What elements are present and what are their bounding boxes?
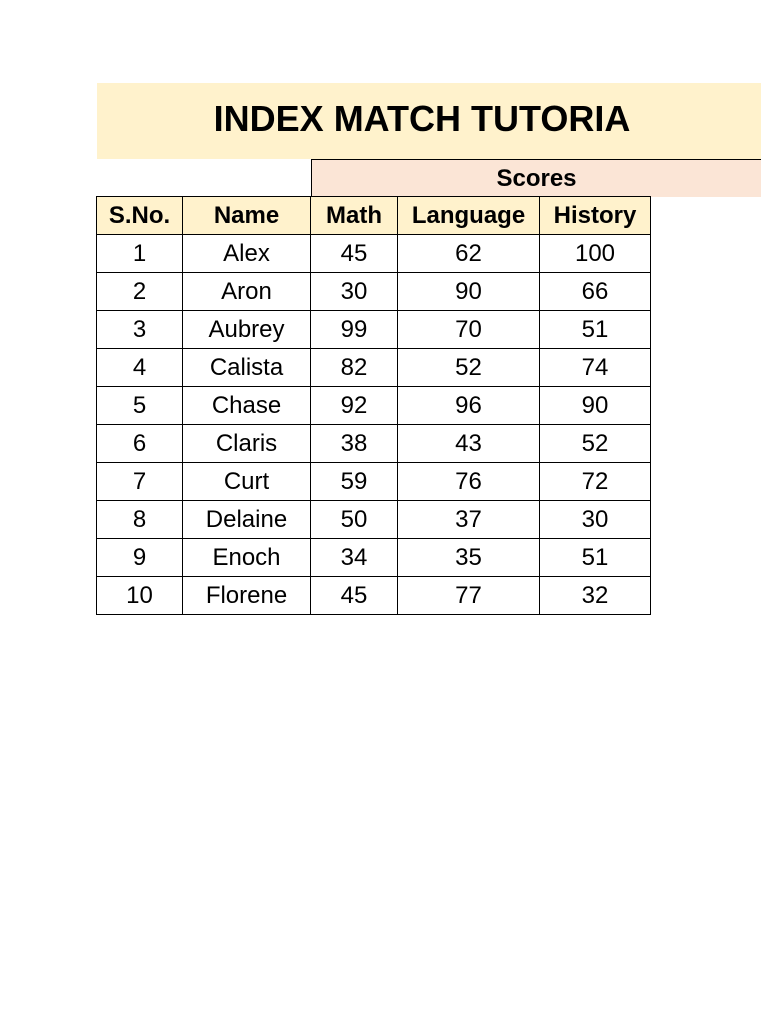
cell-sno: 3 <box>97 311 183 349</box>
cell-math: 99 <box>311 311 398 349</box>
cell-history: 51 <box>540 539 651 577</box>
cell-name: Enoch <box>183 539 311 577</box>
cell-math: 30 <box>311 273 398 311</box>
table-row <box>97 425 651 463</box>
cell-math: 45 <box>311 235 398 273</box>
cell-language: 70 <box>398 311 540 349</box>
cell-history: 72 <box>540 463 651 501</box>
cell-history: 32 <box>540 577 651 615</box>
table-row <box>97 273 651 311</box>
title-band <box>97 83 761 159</box>
cell-language: 43 <box>398 425 540 463</box>
cell-name: Chase <box>183 387 311 425</box>
table-row <box>97 539 651 577</box>
cell-sno: 6 <box>97 425 183 463</box>
cell-history: 30 <box>540 501 651 539</box>
column-header-history: History <box>540 197 651 235</box>
cell-language: 62 <box>398 235 540 273</box>
cell-math: 34 <box>311 539 398 577</box>
cell-language: 52 <box>398 349 540 387</box>
cell-name: Aron <box>183 273 311 311</box>
cell-name: Alex <box>183 235 311 273</box>
cell-math: 45 <box>311 577 398 615</box>
cell-name: Florene <box>183 577 311 615</box>
table-row <box>97 463 651 501</box>
table-row <box>97 387 651 425</box>
cell-history: 100 <box>540 235 651 273</box>
cell-sno: 10 <box>97 577 183 615</box>
table-row <box>97 349 651 387</box>
table-row <box>97 577 651 615</box>
table-row <box>97 501 651 539</box>
column-header-language: Language <box>398 197 540 235</box>
cell-language: 90 <box>398 273 540 311</box>
cell-sno: 9 <box>97 539 183 577</box>
cell-sno: 4 <box>97 349 183 387</box>
cell-math: 82 <box>311 349 398 387</box>
cell-sno: 5 <box>97 387 183 425</box>
page-title: INDEX MATCH TUTORIA <box>213 98 631 139</box>
cell-math: 92 <box>311 387 398 425</box>
cell-name: Calista <box>183 349 311 387</box>
cell-name: Curt <box>183 463 311 501</box>
cell-math: 38 <box>311 425 398 463</box>
cell-language: 37 <box>398 501 540 539</box>
table-row <box>97 235 651 273</box>
cell-language: 77 <box>398 577 540 615</box>
cell-history: 51 <box>540 311 651 349</box>
cell-history: 90 <box>540 387 651 425</box>
header-row <box>97 197 651 235</box>
cell-language: 76 <box>398 463 540 501</box>
column-header-math: Math <box>311 197 398 235</box>
cell-language: 96 <box>398 387 540 425</box>
cell-sno: 2 <box>97 273 183 311</box>
cell-language: 35 <box>398 539 540 577</box>
column-header-name: Name <box>183 197 311 235</box>
cell-name: Claris <box>183 425 311 463</box>
cell-name: Delaine <box>183 501 311 539</box>
scores-group-header <box>311 159 761 197</box>
cell-history: 66 <box>540 273 651 311</box>
cell-name: Aubrey <box>183 311 311 349</box>
column-header-sno: S.No. <box>97 197 183 235</box>
cell-math: 50 <box>311 501 398 539</box>
cell-sno: 8 <box>97 501 183 539</box>
cell-history: 74 <box>540 349 651 387</box>
scores-table <box>96 196 651 615</box>
cell-math: 59 <box>311 463 398 501</box>
cell-sno: 7 <box>97 463 183 501</box>
cell-history: 52 <box>540 425 651 463</box>
table-row <box>97 311 651 349</box>
cell-sno: 1 <box>97 235 183 273</box>
scores-group-label: Scores <box>496 165 577 192</box>
